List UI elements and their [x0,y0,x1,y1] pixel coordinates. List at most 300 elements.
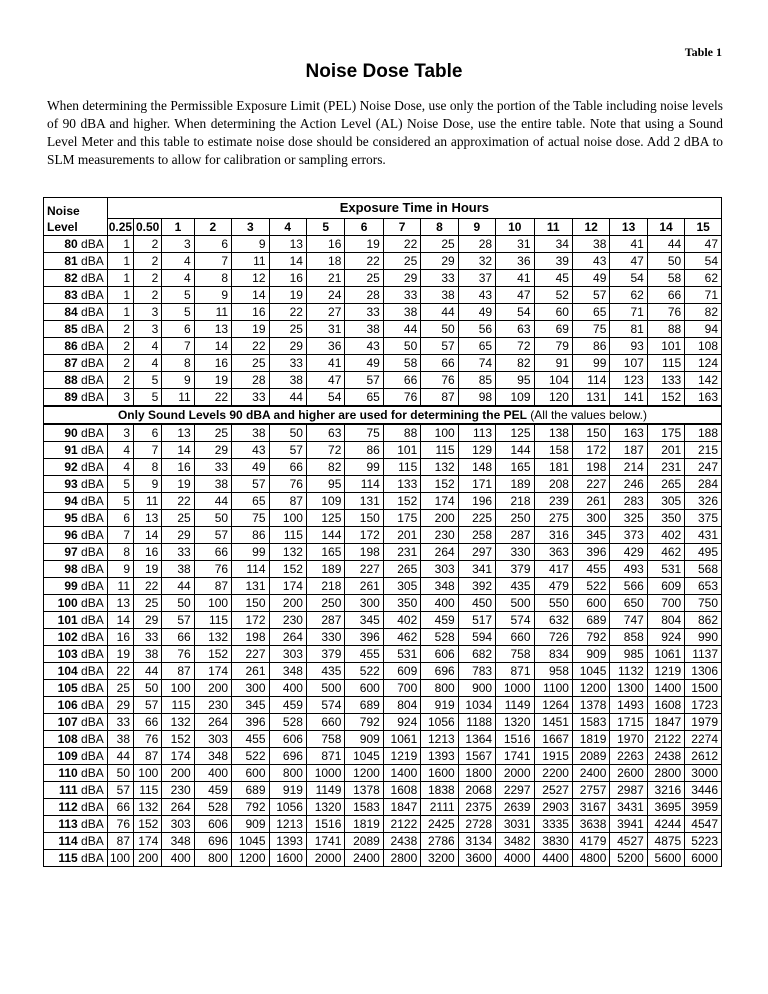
dose-value-cell: 783 [458,663,495,680]
dose-value-cell: 455 [572,561,609,578]
pel-divider-note: (All the values below.) [530,408,648,422]
dose-value-cell: 50 [421,321,458,338]
dose-value-cell: 924 [647,629,684,646]
dose-value-cell: 25 [107,680,133,697]
dose-value-cell: 132 [134,799,162,816]
dose-value-cell: 65 [458,338,495,355]
dose-value-cell: 326 [685,493,722,510]
hour-header-cell: 3 [232,219,269,236]
dose-value-cell: 150 [345,510,383,527]
dose-value-cell: 528 [421,629,458,646]
dose-value-cell: 38 [134,646,162,663]
dose-value-cell: 88 [647,321,684,338]
noise-level-unit: dBA [81,749,104,763]
noise-level-unit: dBA [81,477,104,491]
intro-paragraph: When determining the Permissible Exposure Limit (PEL) Noise Dose, use only the portion of the Table including noise levels of 90 dBA and higher. When determining the Action Level (AL) Noise Dose, use the entire table. Note that using a Sound Level Meter and this table to estimate noise dose should be considered an approximation of actual noise dose. Add 2 dBA to SLM measurements to allow for calibration or sampling errors. [47,98,723,167]
dose-value-cell: 19 [162,476,194,493]
noise-level-value: 94 [64,494,78,508]
dose-value-cell: 34 [534,236,572,253]
noise-level-cell [44,510,108,527]
dose-value-cell: 181 [534,459,572,476]
dose-value-cell: 909 [345,731,383,748]
table-row [44,287,722,304]
dose-value-cell: 1800 [458,765,495,782]
dose-value-cell: 4 [134,355,162,372]
dose-value-cell: 919 [421,697,458,714]
noise-level-value: 85 [64,322,78,336]
dose-value-cell: 1137 [685,646,722,663]
dose-value-cell: 71 [685,287,722,304]
table-row [44,748,722,765]
dose-value-cell: 174 [162,748,194,765]
table-row [44,850,722,867]
dose-value-cell: 348 [194,748,231,765]
dose-value-cell: 600 [232,765,269,782]
dose-value-cell: 175 [383,510,420,527]
dose-value-cell: 208 [534,476,572,493]
dose-value-cell: 76 [162,646,194,663]
dose-value-cell: 86 [345,442,383,459]
noise-level-value: 82 [64,271,78,285]
noise-level-value: 115 [58,851,78,865]
dose-value-cell: 18 [306,253,344,270]
dose-value-cell: 517 [458,612,495,629]
dose-value-cell: 2200 [534,765,572,782]
dose-value-cell: 284 [685,476,722,493]
dose-value-cell: 28 [458,236,495,253]
dose-value-cell: 5223 [685,833,722,850]
dose-value-cell: 1000 [496,680,534,697]
dose-value-cell: 300 [232,680,269,697]
dose-value-cell: 14 [194,338,231,355]
dose-value-cell: 71 [610,304,647,321]
dose-value-cell: 396 [232,714,269,731]
dose-value-cell: 1056 [421,714,458,731]
dose-value-cell: 1 [107,287,133,304]
dose-value-cell: 594 [458,629,495,646]
noise-level-cell [44,270,108,287]
dose-value-cell: 2122 [647,731,684,748]
table-row [44,304,722,321]
dose-value-cell: 2425 [421,816,458,833]
table-row [44,680,722,697]
dose-value-cell: 22 [269,304,306,321]
dose-value-cell: 330 [496,544,534,561]
dose-value-cell: 345 [572,527,609,544]
dose-value-cell: 58 [647,270,684,287]
noise-level-value: 105 [57,681,78,695]
noise-level-value: 93 [64,477,78,491]
hour-header-cell: 1 [162,219,194,236]
dose-value-cell: 25 [232,355,269,372]
noise-level-unit: dBA [81,237,104,251]
dose-value-cell: 82 [496,355,534,372]
dose-value-cell: 8 [134,459,162,476]
dose-value-cell: 287 [306,612,344,629]
dose-value-cell: 200 [194,680,231,697]
dose-value-cell: 1320 [496,714,534,731]
dose-value-cell: 345 [232,697,269,714]
dose-value-cell: 1516 [496,731,534,748]
dose-value-cell: 2800 [383,850,420,867]
noise-level-cell [44,424,108,442]
dose-value-cell: 104 [534,372,572,389]
dose-value-cell: 750 [685,595,722,612]
dose-value-cell: 2527 [534,782,572,799]
dose-value-cell: 500 [306,680,344,697]
noise-level-value: 99 [64,579,78,593]
dose-value-cell: 27 [306,304,344,321]
dose-value-cell: 417 [534,561,572,578]
dose-value-cell: 9 [194,287,231,304]
dose-value-cell: 5 [107,476,133,493]
noise-level-value: 96 [64,528,78,542]
dose-value-cell: 264 [421,544,458,561]
dose-value-cell: 9 [107,561,133,578]
dose-value-cell: 275 [534,510,572,527]
dose-value-cell: 400 [194,765,231,782]
dose-value-cell: 49 [458,304,495,321]
noise-level-cell [44,561,108,578]
dose-value-cell: 72 [496,338,534,355]
dose-value-cell: 2 [134,236,162,253]
dose-value-cell: 14 [134,527,162,544]
dose-value-cell: 3695 [647,799,684,816]
dose-value-cell: 16 [107,629,133,646]
dose-value-cell: 345 [345,612,383,629]
dose-value-cell: 66 [421,355,458,372]
noise-level-cell [44,493,108,510]
noise-level-unit: dBA [81,305,104,319]
dose-value-cell: 29 [269,338,306,355]
dose-value-cell: 479 [534,578,572,595]
hour-header-cell: 5 [306,219,344,236]
dose-value-cell: 2639 [496,799,534,816]
noise-level-cell [44,629,108,646]
noise-level-cell [44,459,108,476]
dose-value-cell: 50 [107,765,133,782]
dose-value-cell: 6000 [685,850,722,867]
dose-value-cell: 25 [383,253,420,270]
dose-value-cell: 75 [345,424,383,442]
noise-level-value: 84 [64,305,78,319]
dose-value-cell: 108 [685,338,722,355]
dose-value-cell: 1970 [610,731,647,748]
dose-value-cell: 13 [134,510,162,527]
dose-value-cell: 330 [306,629,344,646]
noise-level-value: 92 [64,460,78,474]
dose-value-cell: 1200 [345,765,383,782]
dose-value-cell: 22 [134,578,162,595]
dose-value-cell: 834 [534,646,572,663]
dose-value-cell: 1915 [534,748,572,765]
dose-value-cell: 66 [162,629,194,646]
noise-level-unit: dBA [81,698,104,712]
noise-level-cell [44,372,108,389]
noise-level-value: 81 [64,254,78,268]
noise-level-value: 111 [58,783,78,797]
noise-level-unit: dBA [81,511,104,525]
dose-value-cell: 87 [107,833,133,850]
dose-value-cell: 33 [107,714,133,731]
dose-value-cell: 1149 [496,697,534,714]
table-row [44,372,722,389]
dose-value-cell: 114 [572,372,609,389]
dose-value-cell: 1200 [232,850,269,867]
dose-value-cell: 2375 [458,799,495,816]
dose-value-cell: 98 [458,389,495,407]
dose-value-cell: 650 [610,595,647,612]
dose-value-cell: 91 [534,355,572,372]
dose-value-cell: 16 [134,544,162,561]
dose-value-cell: 1378 [572,697,609,714]
dose-value-cell: 660 [306,714,344,731]
dose-value-cell: 264 [194,714,231,731]
noise-level-cell [44,338,108,355]
dose-value-cell: 792 [572,629,609,646]
dose-value-cell: 6 [162,321,194,338]
dose-value-cell: 94 [685,321,722,338]
dose-value-cell: 341 [458,561,495,578]
dose-value-cell: 1100 [534,680,572,697]
dose-value-cell: 800 [194,850,231,867]
dose-value-cell: 63 [306,424,344,442]
dose-value-cell: 1200 [572,680,609,697]
dose-value-cell: 76 [107,816,133,833]
dose-value-cell: 264 [162,799,194,816]
dose-value-cell: 6 [194,236,231,253]
dose-value-cell: 65 [232,493,269,510]
hour-header-cell: 13 [610,219,647,236]
noise-level-cell [44,782,108,799]
dose-value-cell: 528 [194,799,231,816]
dose-value-cell: 606 [421,646,458,663]
dose-value-cell: 218 [306,578,344,595]
dose-value-cell: 2 [134,287,162,304]
dose-value-cell: 138 [534,424,572,442]
dose-value-cell: 11 [162,389,194,407]
noise-level-value: 114 [58,834,78,848]
dose-value-cell: 3 [134,321,162,338]
dose-value-cell: 3830 [534,833,572,850]
dose-value-cell: 62 [610,287,647,304]
dose-value-cell: 43 [458,287,495,304]
dose-value-cell: 65 [572,304,609,321]
dose-value-cell: 4000 [496,850,534,867]
dose-value-cell: 3482 [496,833,534,850]
dose-value-cell: 22 [107,663,133,680]
table-header-row [44,198,722,219]
dose-value-cell: 115 [134,782,162,799]
dose-value-cell: 3446 [685,782,722,799]
dose-value-cell: 131 [232,578,269,595]
noise-level-cell [44,578,108,595]
noise-level-value: 91 [64,443,78,457]
noise-level-unit: dBA [81,630,104,644]
dose-value-cell: 606 [194,816,231,833]
dose-value-cell: 100 [194,595,231,612]
dose-value-cell: 152 [269,561,306,578]
table-row [44,270,722,287]
dose-value-cell: 531 [383,646,420,663]
noise-level-unit: dBA [81,817,104,831]
table-row [44,236,722,253]
dose-value-cell: 54 [685,253,722,270]
dose-value-cell: 39 [534,253,572,270]
dose-value-cell: 4 [107,442,133,459]
noise-level-cell [44,612,108,629]
dose-value-cell: 747 [610,612,647,629]
dose-value-cell: 13 [162,424,194,442]
dose-value-cell: 215 [685,442,722,459]
hour-header-cell: 2 [194,219,231,236]
dose-value-cell: 1213 [421,731,458,748]
dose-value-cell: 379 [306,646,344,663]
dose-value-cell: 95 [496,372,534,389]
page-title: Noise Dose Table [305,61,463,82]
dose-value-cell: 1300 [610,680,647,697]
dose-value-cell: 858 [610,629,647,646]
dose-value-cell: 100 [421,424,458,442]
dose-value-cell: 19 [269,287,306,304]
dose-value-cell: 4 [162,270,194,287]
dose-value-cell: 924 [383,714,420,731]
dose-value-cell: 455 [232,731,269,748]
dose-value-cell: 16 [306,236,344,253]
noise-level-unit: dBA [81,647,104,661]
dose-value-cell: 85 [458,372,495,389]
dose-value-cell: 33 [421,270,458,287]
noise-level-value: 98 [64,562,78,576]
dose-value-cell: 13 [107,595,133,612]
dose-value-cell: 2786 [421,833,458,850]
dose-value-cell: 348 [421,578,458,595]
dose-value-cell: 66 [269,459,306,476]
dose-value-cell: 400 [162,850,194,867]
dose-value-cell: 132 [194,629,231,646]
noise-level-cell [44,595,108,612]
noise-level-cell [44,663,108,680]
dose-value-cell: 2800 [647,765,684,782]
dose-value-cell: 632 [534,612,572,629]
dose-value-cell: 49 [232,459,269,476]
dose-value-cell: 28 [232,372,269,389]
dose-value-cell: 1600 [421,765,458,782]
dose-value-cell: 25 [194,424,231,442]
dose-value-cell: 239 [534,493,572,510]
table-row [44,493,722,510]
dose-value-cell: 609 [383,663,420,680]
dose-value-cell: 132 [421,459,458,476]
dose-value-cell: 29 [194,442,231,459]
noise-level-value: 90 [64,426,78,440]
dose-value-cell: 44 [134,663,162,680]
dose-value-cell: 1393 [421,748,458,765]
dose-value-cell: 431 [685,527,722,544]
dose-value-cell: 66 [107,799,133,816]
dose-value-cell: 66 [647,287,684,304]
dose-value-cell: 300 [345,595,383,612]
dose-value-cell: 726 [534,629,572,646]
dose-value-cell: 49 [345,355,383,372]
noise-level-unit: dBA [81,339,104,353]
dose-value-cell: 1000 [306,765,344,782]
dose-value-cell: 115 [194,612,231,629]
dose-value-cell: 150 [572,424,609,442]
table-row [44,765,722,782]
dose-value-cell: 123 [610,372,647,389]
dose-value-cell: 2122 [383,816,420,833]
dose-value-cell: 1364 [458,731,495,748]
dose-value-cell: 165 [496,459,534,476]
dose-value-cell: 305 [383,578,420,595]
dose-value-cell: 1608 [383,782,420,799]
noise-level-unit: dBA [81,288,104,302]
dose-value-cell: 2089 [572,748,609,765]
dose-value-cell: 1061 [383,731,420,748]
dose-value-cell: 13 [269,236,306,253]
dose-value-cell: 76 [194,561,231,578]
table-row [44,646,722,663]
level-header: Level [44,219,108,236]
dose-value-cell: 568 [685,561,722,578]
dose-value-cell: 86 [232,527,269,544]
dose-value-cell: 100 [134,765,162,782]
noise-level-unit: dBA [81,766,104,780]
noise-level-value: 80 [64,237,78,251]
dose-value-cell: 115 [383,459,420,476]
dose-value-cell: 16 [232,304,269,321]
dose-value-cell: 171 [458,476,495,493]
dose-value-cell: 909 [232,816,269,833]
noise-level-cell [44,287,108,304]
dose-value-cell: 124 [685,355,722,372]
dose-value-cell: 375 [685,510,722,527]
noise-level-unit: dBA [81,254,104,268]
dose-value-cell: 22 [345,253,383,270]
noise-level-unit: dBA [81,322,104,336]
dose-value-cell: 230 [269,612,306,629]
dose-value-cell: 11 [134,493,162,510]
dose-value-cell: 246 [610,476,647,493]
dose-value-cell: 38 [421,287,458,304]
dose-value-cell: 653 [685,578,722,595]
dose-value-cell: 54 [306,389,344,407]
dose-value-cell: 14 [107,612,133,629]
dose-value-cell: 325 [610,510,647,527]
dose-value-cell: 12 [232,270,269,287]
noise-level-cell [44,833,108,850]
dose-value-cell: 76 [647,304,684,321]
dose-value-cell: 100 [269,510,306,527]
noise-level-unit: dBA [81,681,104,695]
dose-value-cell: 115 [421,442,458,459]
dose-value-cell: 1393 [269,833,306,850]
dose-value-cell: 14 [232,287,269,304]
noise-level-value: 83 [64,288,78,302]
dose-value-cell: 2068 [458,782,495,799]
dose-value-cell: 101 [647,338,684,355]
table-row [44,663,722,680]
dose-value-cell: 522 [572,578,609,595]
dose-value-cell: 5 [134,389,162,407]
dose-value-cell: 429 [610,544,647,561]
dose-value-cell: 41 [610,236,647,253]
dose-value-cell: 909 [572,646,609,663]
dose-value-cell: 804 [647,612,684,629]
dose-value-cell: 22 [194,389,231,407]
hour-header-cell: 7 [383,219,420,236]
